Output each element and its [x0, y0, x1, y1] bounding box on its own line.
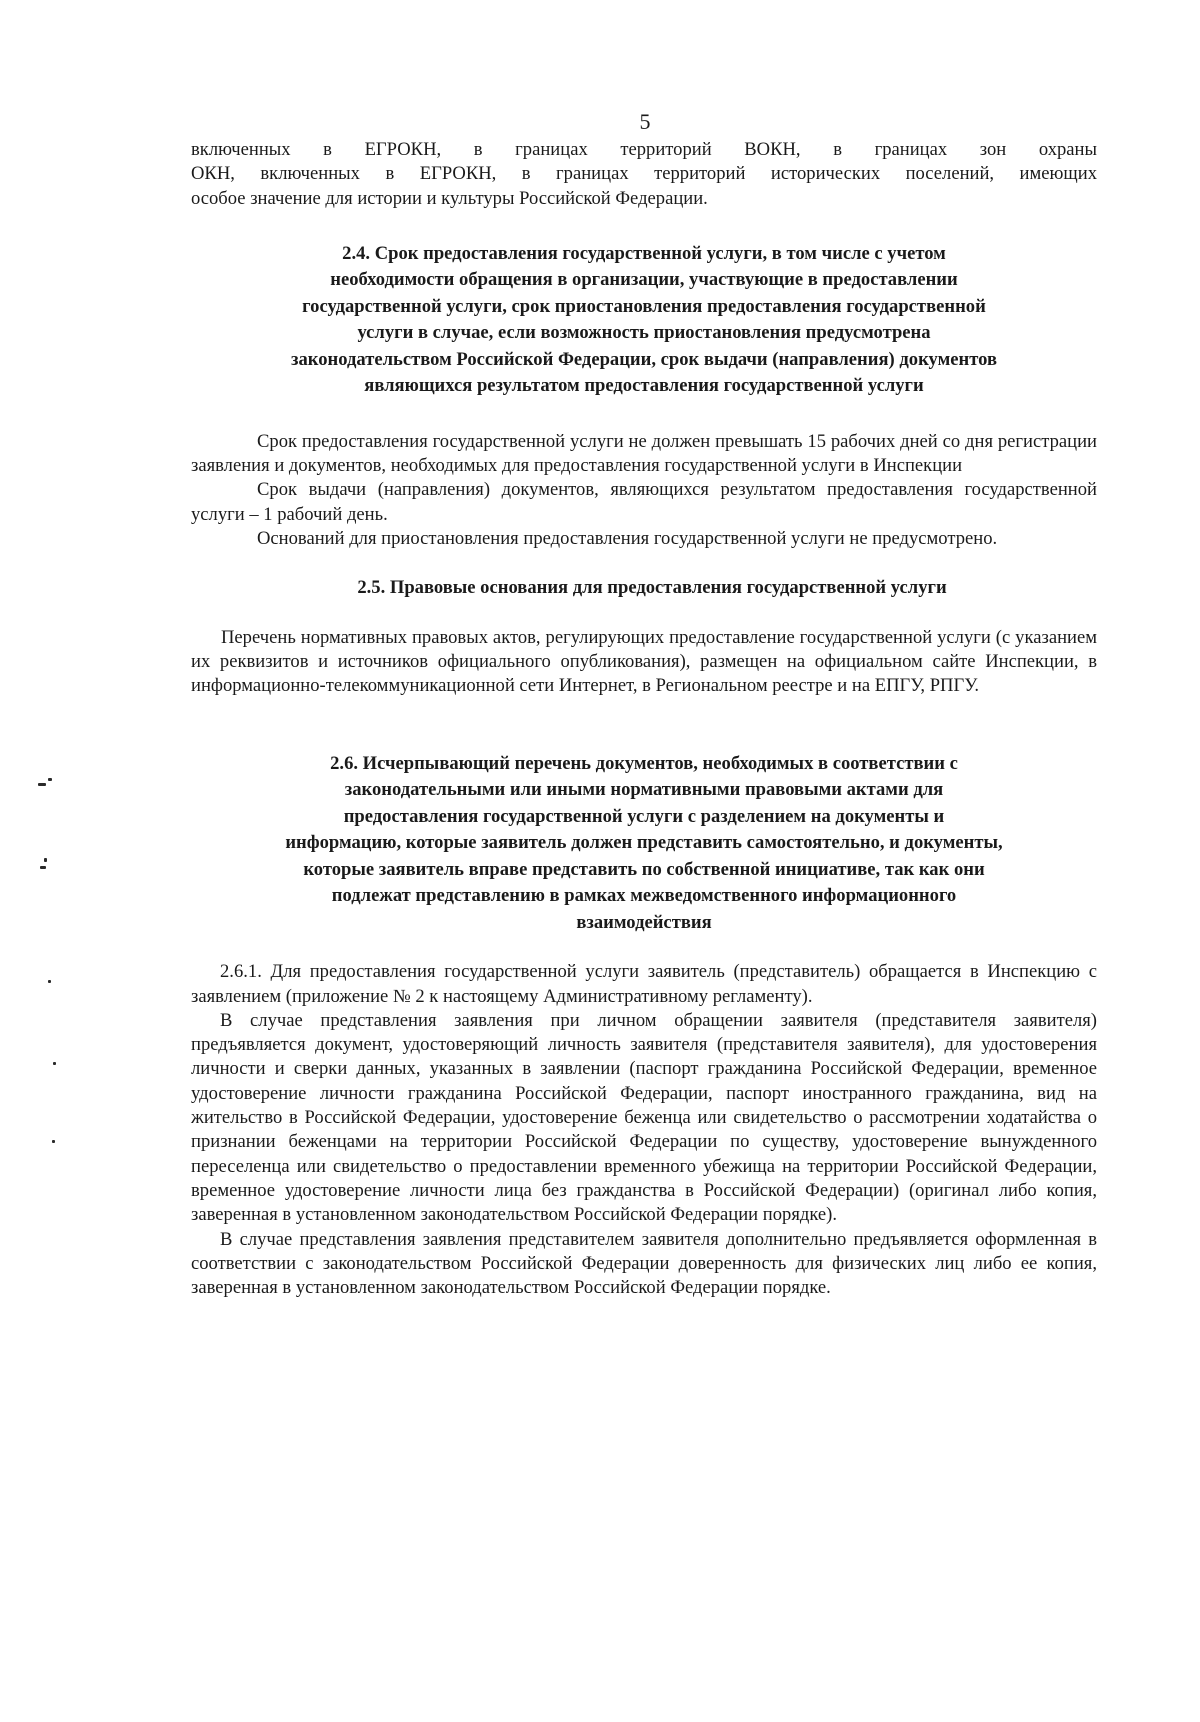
heading-line: услуги в случае, если возможность приостановления предусмотрена — [357, 322, 931, 344]
section-2-6-heading — [191, 751, 1097, 937]
section-2-6-paragraph: В случае представления заявления при личном обращении заявителя (представителя заявителя) предъявляется документ, удостоверяющий личность заявителя (представителя заявителя), для удостоверения личности и сверки данных, указанных в заявлении (паспорт гражданина Российской Федерации, временное удостоверение личности гражданина Российской Федерации, паспорт иностранного гражданина, вид на жительство в Российской Федерации, удостоверение беженца или свидетельство о рассмотрении ходатайства о признании беженцами на территории Российской Федерации по существу, удостоверение вынужденного переселенца или свидетельство о предоставлении временного убежища на территории Российской Федерации, временное удостоверение личности лица без гражданства в Российской Федерации) (оригинал либо копия, заверенная в установленном законодательством Российской Федерации порядке). — [191, 1009, 1097, 1226]
section-2-4-paragraph: Оснований для приостановления предоставления государственной услуги не предусмотрено. — [257, 528, 998, 550]
heading-line: являющихся результатом предоставления государственной услуги — [364, 375, 924, 397]
scan-mark — [38, 783, 46, 786]
intro-line: ОКН, включенных в ЕГРОКН, в границах территорий исторических поселений, имеющих — [191, 163, 1097, 185]
heading-line: предоставления государственной услуги с разделением на документы и — [343, 805, 945, 827]
heading-line: 2.4. Срок предоставления государственной услуги, в том числе с учетом — [342, 242, 946, 264]
scan-mark — [52, 1140, 55, 1143]
section-2-4-paragraph: Срок предоставления государственной услуги не должен превышать 15 рабочих дней со дня регистрации заявления и документов, необходимых для предоставления государственной услуги в Инспекции — [191, 430, 1097, 477]
scan-mark — [48, 778, 52, 781]
section-2-4-heading — [191, 241, 1097, 400]
scan-mark — [53, 1062, 56, 1065]
heading-line: 2.6. Исчерпывающий перечень документов, необходимых в соответствии с — [330, 752, 958, 774]
intro-line: особое значение для истории и культуры Российской Федерации. — [191, 187, 708, 209]
intro-block — [191, 138, 1097, 211]
section-2-6-paragraph: 2.6.1. Для предоставления государственной услуги заявитель (представитель) обращается в Инспекцию с заявлением (приложение № 2 к настоящему Административному регламенту). — [191, 961, 1097, 1007]
heading-line: информацию, которые заявитель должен представить самостоятельно, и документы, — [285, 832, 1003, 854]
intro-line: включенных в ЕГРОКН, в границах территорий ВОКН, в границах зон охраны — [191, 139, 1097, 160]
scan-mark — [44, 858, 47, 862]
heading-line: необходимости обращения в организации, участвующие в предоставлении — [330, 269, 958, 291]
heading-line: государственной услуги, срок приостановления предоставления государственной — [302, 295, 986, 317]
scan-mark — [40, 866, 46, 869]
heading-line: 2.5. Правовые основания для предоставления государственной услуги — [357, 577, 947, 599]
section-2-6-paragraph: В случае представления заявления представителем заявителя дополнительно предъявляется оформленная в соответствии с законодательством Российской Федерации доверенность для физических лиц либо ее копия, заверенная в установленном законодательством Российской Федерации порядке. — [191, 1228, 1097, 1299]
heading-line: взаимодействия — [576, 911, 712, 933]
section-2-5-paragraph: Перечень нормативных правовых актов, регулирующих предоставление государственной услуги (с указанием их реквизитов и источников официального опубликования), размещен на официальном сайте Инспекции, в информационно-телекоммуникационной сети Интернет, в Региональном реестре и на ЕПГУ, РПГУ. — [191, 626, 1097, 697]
section-2-4-paragraph: Срок выдачи (направления) документов, являющихся результатом предоставления государственной услуги – 1 рабочий день. — [191, 479, 1097, 525]
scan-mark — [48, 980, 51, 983]
heading-line: законодательными или иными нормативными правовыми актами для — [344, 779, 944, 801]
section-2-5-heading — [191, 575, 1097, 602]
document-body — [191, 138, 1097, 1300]
page-number: 5 — [639, 109, 651, 134]
heading-line: законодательством Российской Федерации, срок выдачи (направления) документов — [291, 348, 997, 370]
heading-line: которые заявитель вправе представить по собственной инициативе, так как они — [303, 858, 985, 880]
heading-line: подлежат представлению в рамках межведомственного информационного — [331, 885, 957, 907]
